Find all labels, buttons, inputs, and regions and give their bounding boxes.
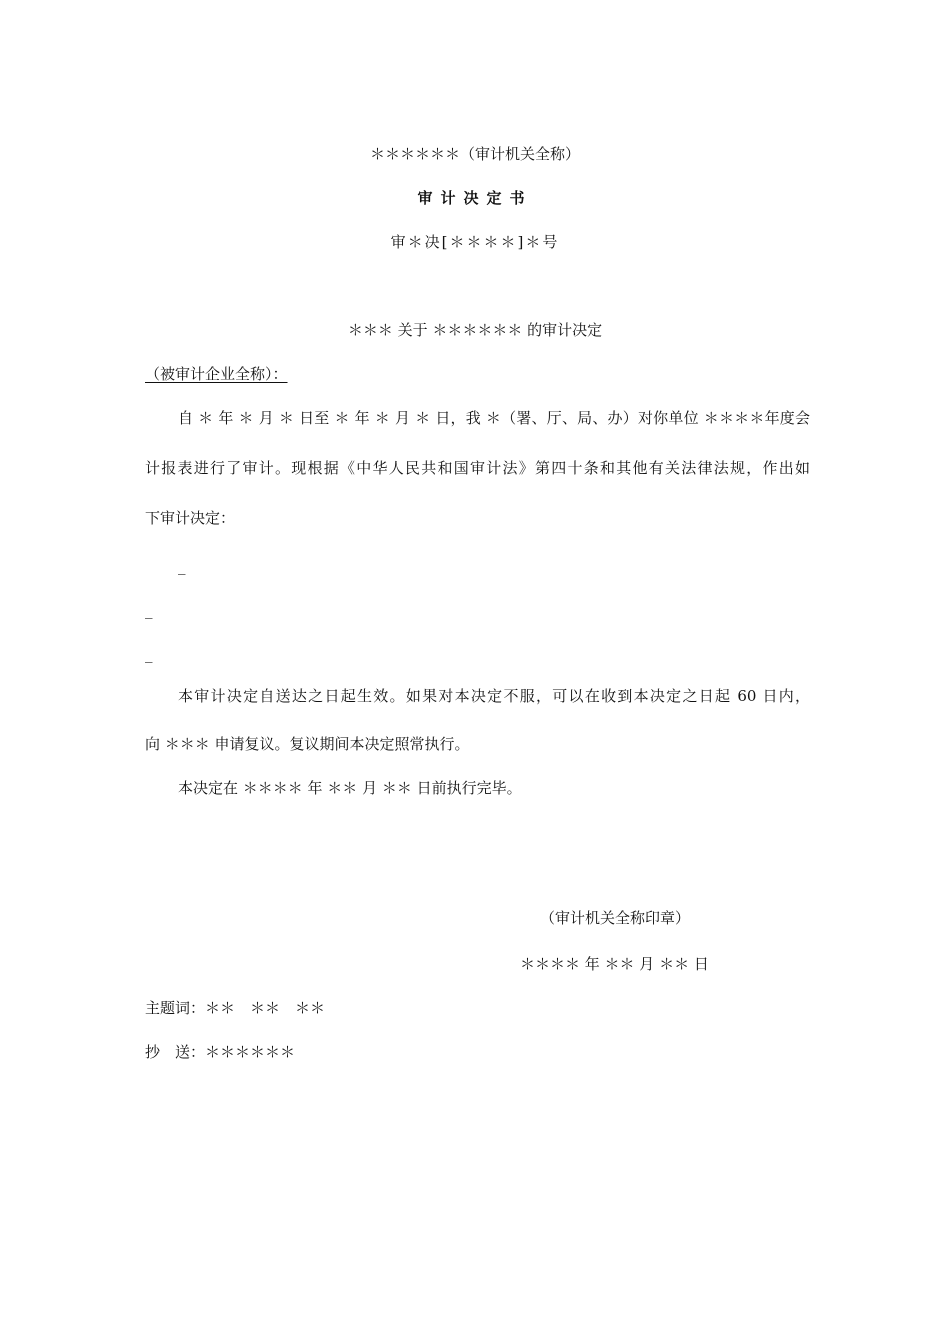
signature-date: ＊＊＊＊ 年 ＊＊ 月 ＊＊ 日 — [520, 955, 709, 973]
organ-seal-placeholder: （审计机关全称印章） — [540, 909, 691, 927]
effect-line-2: 向 ＊＊＊ 申请复议。复议期间本决定照常执行。 — [145, 735, 470, 753]
body-line-3: 下审计决定： — [145, 509, 236, 527]
effect-line-1: 本审计决定自送达之日起生效。如果对本决定不服，可以在收到本决定之日起 60 日内， — [178, 687, 810, 705]
decision-item-2: _ — [145, 601, 153, 619]
audit-organ-name: ＊＊＊＊＊＊（审计机关全称） — [369, 145, 580, 163]
execution-deadline: 本决定在 ＊＊＊＊ 年 ＊＊ 月 ＊＊ 日前执行完毕。 — [178, 779, 522, 797]
recipient-name: （被审计企业全称）： — [145, 365, 288, 383]
decision-item-3: _ — [145, 645, 153, 663]
decision-item-1: _ — [178, 557, 186, 575]
body-line-1: 自 ＊ 年 ＊ 月 ＊ 日至 ＊ 年 ＊ 月 ＊ 日，我 ＊（署、厅、局、办）对你单位 ＊＊＊＊年度会 — [178, 409, 810, 427]
document-title: 审计决定书 — [417, 189, 533, 207]
copy-to: 抄 送：＊＊＊＊＊＊ — [145, 1043, 296, 1061]
body-line-2: 计报表进行了审计。现根据《中华人民共和国审计法》第四十条和其他有关法律法规，作出如 — [145, 459, 810, 477]
decision-heading: ＊＊＊ 关于 ＊＊＊＊＊＊ 的审计决定 — [347, 321, 603, 339]
subject-keywords: 主题词：＊＊ ＊＊ ＊＊ — [145, 999, 326, 1017]
document-number: 审＊决[＊＊＊＊]＊号 — [390, 233, 560, 251]
